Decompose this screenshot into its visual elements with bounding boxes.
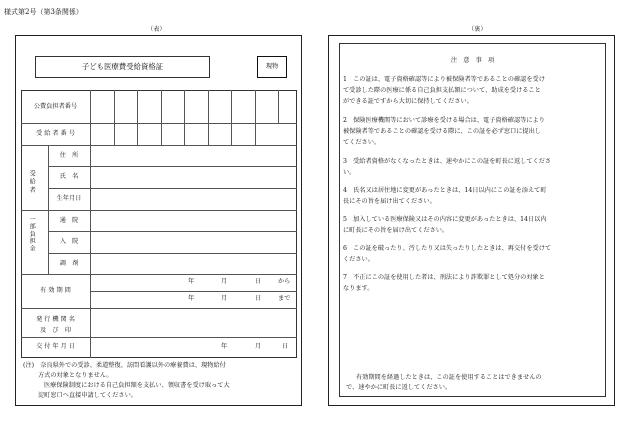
valid-to-month: 月	[221, 295, 228, 302]
issue-month: 月	[255, 343, 262, 350]
front-side-label: （表）	[147, 26, 166, 33]
footnote-line-3: 医療保険制度における自己負担額を支払い、領収書を受け取って大	[44, 382, 230, 389]
note-item-4-line-2: 長にその旨を届け出てください。	[343, 198, 436, 205]
valid-to-year: 年	[188, 295, 195, 302]
footnote-line-1: (注) 奈良県外での受診、柔道整復、訪問看護以外の療養費は、現物給付	[23, 362, 226, 369]
note-item-5-line-1: 5 加入している医療保険又はその内容に変更があったときは、14日以内	[343, 216, 547, 223]
issue-year: 年	[221, 343, 228, 350]
valid-to-suffix: まで	[278, 295, 291, 302]
footnote-line-2: 方式の対象となりません。	[38, 372, 113, 379]
valid-to-day: 日	[255, 295, 262, 302]
note-item-6-line-2: ください。	[343, 256, 374, 263]
stamp-label: 現物	[265, 63, 279, 70]
note-item-7-line-1: 7 不正にこの証を使用した者は、刑法により詐欺罪として処分の対象と	[343, 274, 545, 281]
issuer-label: 発 行 機 関 名 及 び 印	[36, 316, 75, 334]
form-number: 様式第2号（第3条関係）	[4, 8, 83, 16]
note-item-7-line-2: なります。	[343, 285, 374, 292]
footnote-line-4: 淀町窓口へ直接申請してください。	[38, 392, 137, 399]
dispensing-label: 調 剤	[59, 260, 79, 267]
certificate-title: 子ども医療費受給資格証	[81, 62, 164, 71]
note-item-1-line-1: 1 この証は、電子資格確認等により被保険者等であることの確認を受け	[343, 76, 545, 83]
birthdate-label: 生年月日	[56, 195, 82, 202]
front-card	[15, 35, 302, 406]
note-item-2-line-3: てください。	[343, 139, 381, 146]
issue-date-label: 交 付 年 月 日	[36, 343, 75, 350]
outpatient-label: 通 院	[59, 217, 79, 224]
closing-line-1: 有効期間を経過したときは、この証を使用することはできませんの	[356, 374, 542, 381]
notes-heading: 注 意 事 項	[450, 57, 495, 64]
note-item-2-line-1: 2 保険医療機関等において診療を受ける場合は、電子資格確認等により	[343, 117, 545, 124]
note-item-4-line-1: 4 氏名又は居住地に変更があったときは、14日以内にこの証を添えて町	[343, 187, 547, 194]
valid-from-suffix: から	[278, 278, 291, 285]
valid-from-month: 月	[221, 278, 228, 285]
payer-number-label: 公費負担者番号	[33, 103, 78, 110]
valid-from-year: 年	[188, 278, 195, 285]
valid-from-day: 日	[255, 278, 262, 285]
recipient-number-label: 受 給 者 番 号	[36, 130, 75, 137]
copay-group-label: 一部負担金	[28, 216, 36, 252]
note-item-1-line-2: て受診した際の医療に係る自己負担支払額について、助成を受けること	[343, 87, 541, 94]
note-item-5-line-2: に町長にその旨を届け出てください。	[343, 227, 449, 234]
note-item-3-line-1: 3 受給者資格がなくなったときは、速やかにこの証を町長に返してくださ	[343, 158, 552, 165]
note-item-2-line-2: 被保険者等であることの確認を受ける際に、この証を必ず窓口に提出し	[343, 128, 541, 135]
recipient-group-label: 受給者	[28, 170, 36, 195]
back-card	[328, 35, 615, 406]
inpatient-label: 入 院	[59, 238, 79, 245]
issue-day: 日	[282, 343, 289, 350]
note-item-6-line-1: 6 この証を破ったり、汚したり又は失ったりしたときは、再交付を受けて	[343, 245, 552, 252]
validity-period-label: 有 効 期 間	[40, 287, 71, 294]
name-label: 氏 名	[59, 173, 79, 180]
back-side-label: （裏）	[468, 26, 487, 33]
note-item-1-line-3: ができる証ですから大切に保持してください。	[343, 98, 473, 105]
address-label: 住 所	[59, 152, 79, 159]
closing-line-2: で、速やかに町長に返してください。	[346, 384, 452, 391]
note-item-3-line-2: い。	[343, 169, 356, 176]
